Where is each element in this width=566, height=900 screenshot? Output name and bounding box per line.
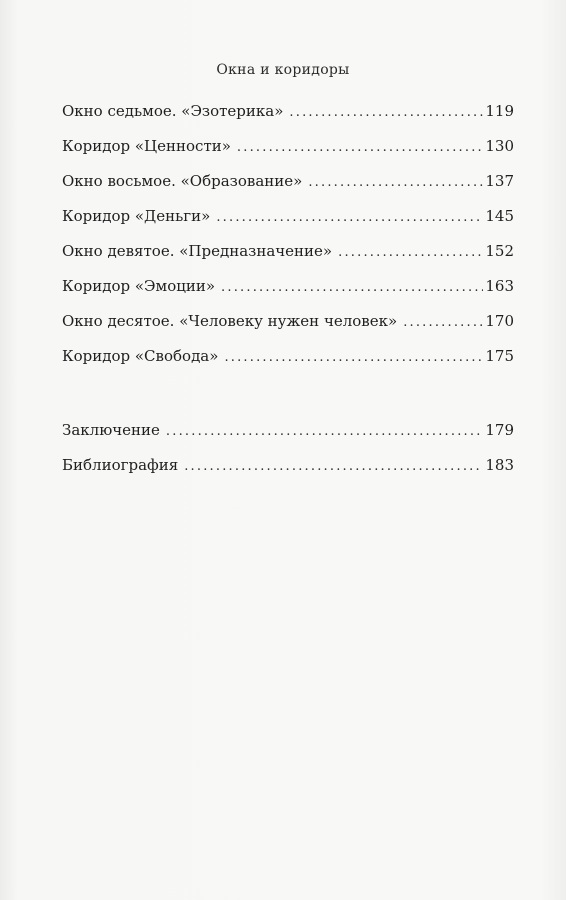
toc-entry-page: 130 [485,137,514,155]
running-header: Окна и коридоры [216,62,350,78]
toc-entry-title: Коридор «Деньги» [62,207,211,225]
toc-entry-page: 163 [485,277,514,295]
toc-entry-title: Коридор «Свобода» [62,347,219,365]
dot-leader [403,315,483,330]
toc-entry-conclusion [62,421,514,445]
toc-entry-corridor-freedom [62,347,514,371]
toc-entry-title: Окно десятое. «Человеку нужен человек» [62,312,398,330]
toc-entry-title: Коридор «Ценности» [62,137,231,155]
toc-entry-corridor-emotions [62,277,514,301]
toc-entry-corridor-money [62,207,514,231]
toc-entry-window-8 [62,172,514,196]
dot-leader [308,175,483,190]
toc-entry-page: 175 [485,347,514,365]
toc-entry-bibliography [62,456,514,480]
toc-entry-window-7 [62,102,514,126]
toc-entry-window-10 [62,312,514,336]
toc-entry-title: Заключение [62,421,160,439]
dot-leader [338,245,483,260]
toc-entry-page: 145 [485,207,514,225]
toc-entry-title: Окно седьмое. «Эзотерика» [62,102,284,120]
toc-entry-title: Библиография [62,456,179,474]
toc-entry-title: Окно девятое. «Предназначение» [62,242,333,260]
dot-leader [216,210,483,225]
toc-entry-window-9 [62,242,514,266]
dot-leader [184,459,483,474]
dot-leader [221,280,483,295]
toc-entry-page: 119 [485,102,514,120]
toc-entry-page: 170 [485,312,514,330]
toc-entry-title: Коридор «Эмоции» [62,277,216,295]
toc-entry-page: 183 [485,456,514,474]
dot-leader [166,424,483,439]
toc-entry-page: 152 [485,242,514,260]
dot-leader [237,140,483,155]
dot-leader [289,105,483,120]
toc-entry-title: Окно восьмое. «Образование» [62,172,303,190]
toc-entry-page: 137 [485,172,514,190]
dot-leader [224,350,483,365]
toc-entry-page: 179 [485,421,514,439]
toc-entry-corridor-values [62,137,514,161]
